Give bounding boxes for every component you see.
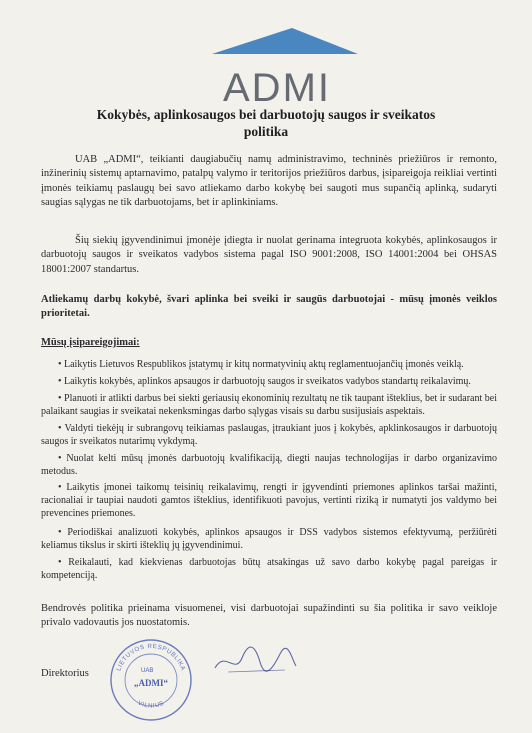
company-logo (182, 24, 372, 110)
intro-paragraph: UAB „ADMI“, teikianti daugiabučių namų administravimo, techninės priežiūros ir remonto, inžinerinių sistemų aptarnavimo, patalpų valymo ir teritorijos priežiūros darbus, įsipareigoja reikliai vertinti įmonės teikiamų paslaugų bei savo atliekamo darbo kokybę bei saugoti mus supančią aplinką, sudaryti saugias sąlygas ne tik darbuotojams, bet ir aplinkiniams. (41, 154, 497, 209)
commitment-item: • Reikalauti, kad kiekvienas darbuotojas būtų atsakingas už savo darbo kokybę pagal pareigas ir kompetenciją. (41, 557, 497, 582)
standards-paragraph: Šių siekių įgyvendinimui įmonėje įdiegta ir nuolat gerinama integruota kokybės, aplinkosaugos ir darbuotojų saugos ir sveikatos vadybos sistema pagal ISO 9001:2008, ISO 14001:2004 bei OHSAS 18001:2007 standartus. (41, 235, 497, 275)
commitment-item: • Planuoti ir atlikti darbus bei siekti geriausių ekonominių rezultatų ne tik taupant išteklius, bet ir sudarant bei palaikant saugias ir sveikatai nekenksmingas darbo sąlygas visais su darbu susijusiais aspektais. (41, 393, 497, 418)
page-title (40, 106, 492, 140)
stamp-bottom-text: VILNIUS (136, 699, 166, 710)
handwritten-signature (210, 640, 300, 680)
stamp-small-text: UAB (141, 668, 154, 674)
stamp-top-text: LIETUVOS RESPUBLIKA (115, 642, 187, 672)
commitment-item: • Laikytis Lietuvos Respublikos įstatymų ir kitų normatyvinių aktų reglamentuojančių įmonės veiklą. (58, 359, 464, 370)
company-stamp (105, 632, 197, 728)
commitment-item: • Nuolat kelti mūsų įmonės darbuotojų kvalifikaciją, diegti naujas technologijas ir darbo organizavimo metodus. (41, 453, 497, 478)
title-line-1: Kokybės, aplinkosaugos bei darbuotojų saugos ir sveikatos (96, 107, 436, 122)
svg-text:VILNIUS (137, 700, 166, 710)
director-label: Direktorius (41, 668, 89, 679)
commitment-item: • Laikytis kokybės, aplinkos apsaugos ir darbuotojų saugos ir sveikatos vadybos standartų reikalavimų. (58, 376, 471, 387)
commitment-item: • Valdyti tiekėjų ir subrangovų teikiamas paslaugas, įtraukiant juos į kokybės, apklinkosaugos ir darbuotojų saugos ir sveikatos nutarimų vykdymą. (41, 423, 497, 448)
motto-paragraph: Atliekamų darbų kokybė, švari aplinka bei sveiki ir saugūs darbuotojai - mūsų įmonės veiklos prioritetai. (41, 294, 497, 320)
logo-text: ADMI (223, 66, 331, 110)
closing-paragraph: Bendrovės politika prieinama visuomenei, visi darbuotojai supažindinti su šia politika ir savo veikloje privalo vadovautis jos nuostatomis. (41, 603, 497, 629)
commitment-item: • Periodiškai analizuoti kokybės, aplinkos apsaugos ir DSS vadybos sistemos efektyvumą, peržiūrėti keliamus tikslus ir skirti išteklių jų įgyvendinimui. (41, 527, 497, 552)
commitment-item: • Laikytis įmonei taikomų teisinių reikalavimų, rengti ir įgyvendinti priemones aplinkos taršai mažinti, racionaliai ir taupiai naudoti gamtos išteklius, identifikuoti pavojus, vertinti riziką ir numatyti jos valdymo bei prevencines priemones. (41, 482, 497, 520)
stamp-name: „ADMI“ (134, 678, 168, 688)
title-line-2: politika (243, 124, 289, 139)
commitments-heading: Mūsų įsipareigojimai: (41, 337, 140, 348)
